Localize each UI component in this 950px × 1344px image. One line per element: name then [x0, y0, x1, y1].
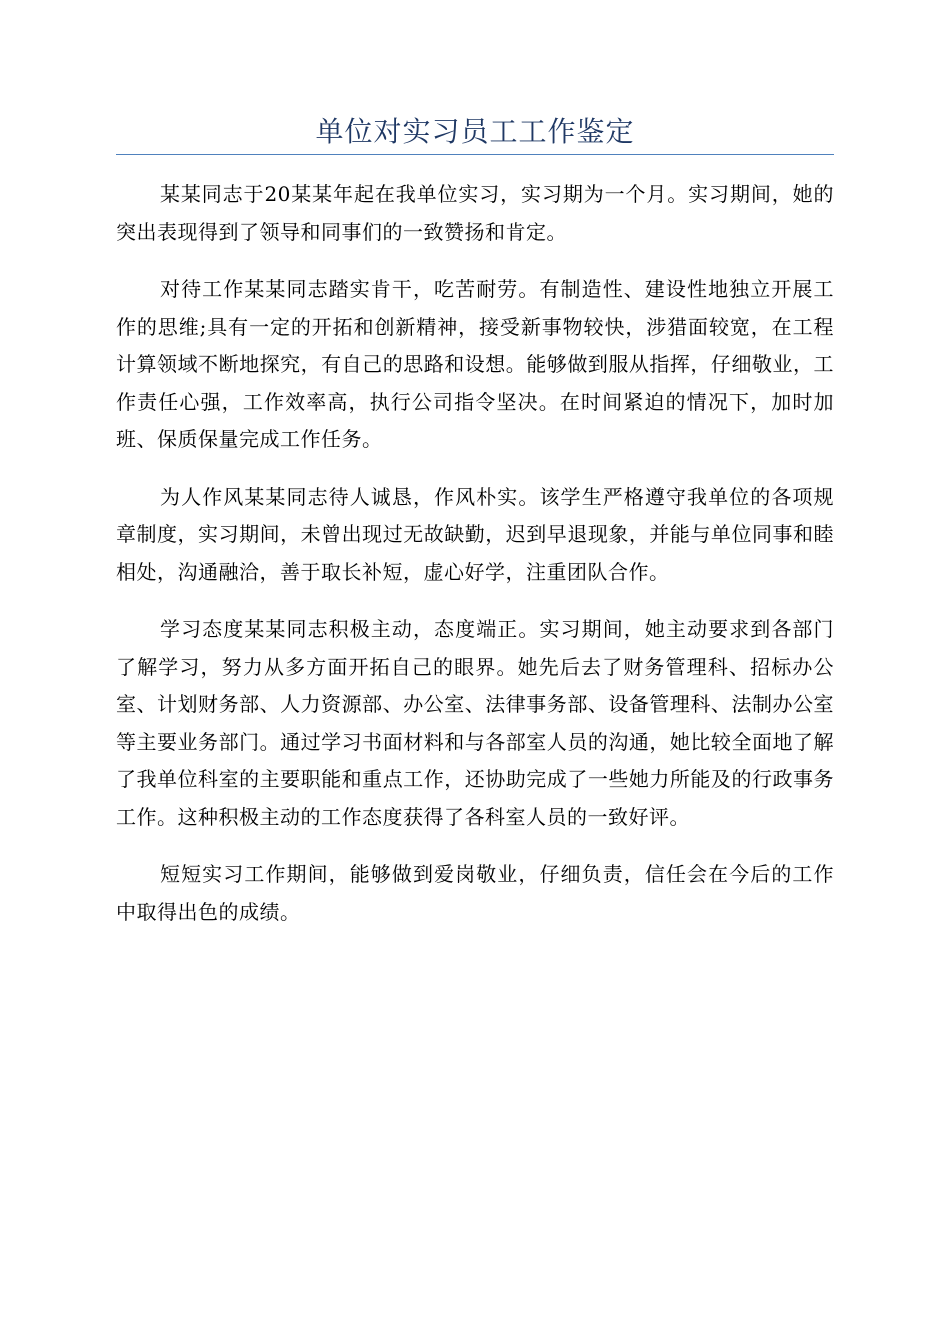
document-body [116, 176, 834, 951]
paragraph-work-attitude: 对待工作某某同志踏实肯干，吃苦耐劳。有制造性、建设性地独立开展工作的思维;具有一定的开拓和创新精神，接受新事物较快，涉猎面较宽，在工程计算领域不断地探究，有自己的思路和设想。能够做到服从指挥，仔细敬业，工作责任心强，工作效率高，执行公司指令坚决。在时间紧迫的情况下，加时加班、保质保量完成工作任务。 [116, 277, 834, 451]
title-underline [116, 154, 834, 155]
paragraph-learning: 学习态度某某同志积极主动，态度端正。实习期间，她主动要求到各部门了解学习，努力从多方面开拓自己的眼界。她先后去了财务管理科、招标办公室、计划财务部、人力资源部、办公室、法律事务部、设备管理科、法制办公室等主要业务部门。通过学习书面材料和与各部室人员的沟通，她比较全面地了解了我单位科室的主要职能和重点工作，还协助完成了一些她力所能及的行政事务工作。这种积极主动的工作态度获得了各科室人员的一致好评。 [116, 617, 834, 829]
document-title: 单位对实习员工工作鉴定 [315, 115, 635, 148]
paragraph-conclusion: 短短实习工作期间，能够做到爱岗敬业，仔细负责，信任会在今后的工作中取得出色的成绩。 [116, 862, 834, 924]
paragraph-conduct: 为人作风某某同志待人诚恳，作风朴实。该学生严格遵守我单位的各项规章制度，实习期间，未曾出现过无故缺勤，迟到早退现象，并能与单位同事和睦相处，沟通融洽，善于取长补短，虚心好学，注重团队合作。 [116, 484, 834, 584]
paragraph-intro: 某某同志于20某某年起在我单位实习，实习期为一个月。实习期间，她的突出表现得到了领导和同事们的一致赞扬和肯定。 [116, 182, 834, 244]
